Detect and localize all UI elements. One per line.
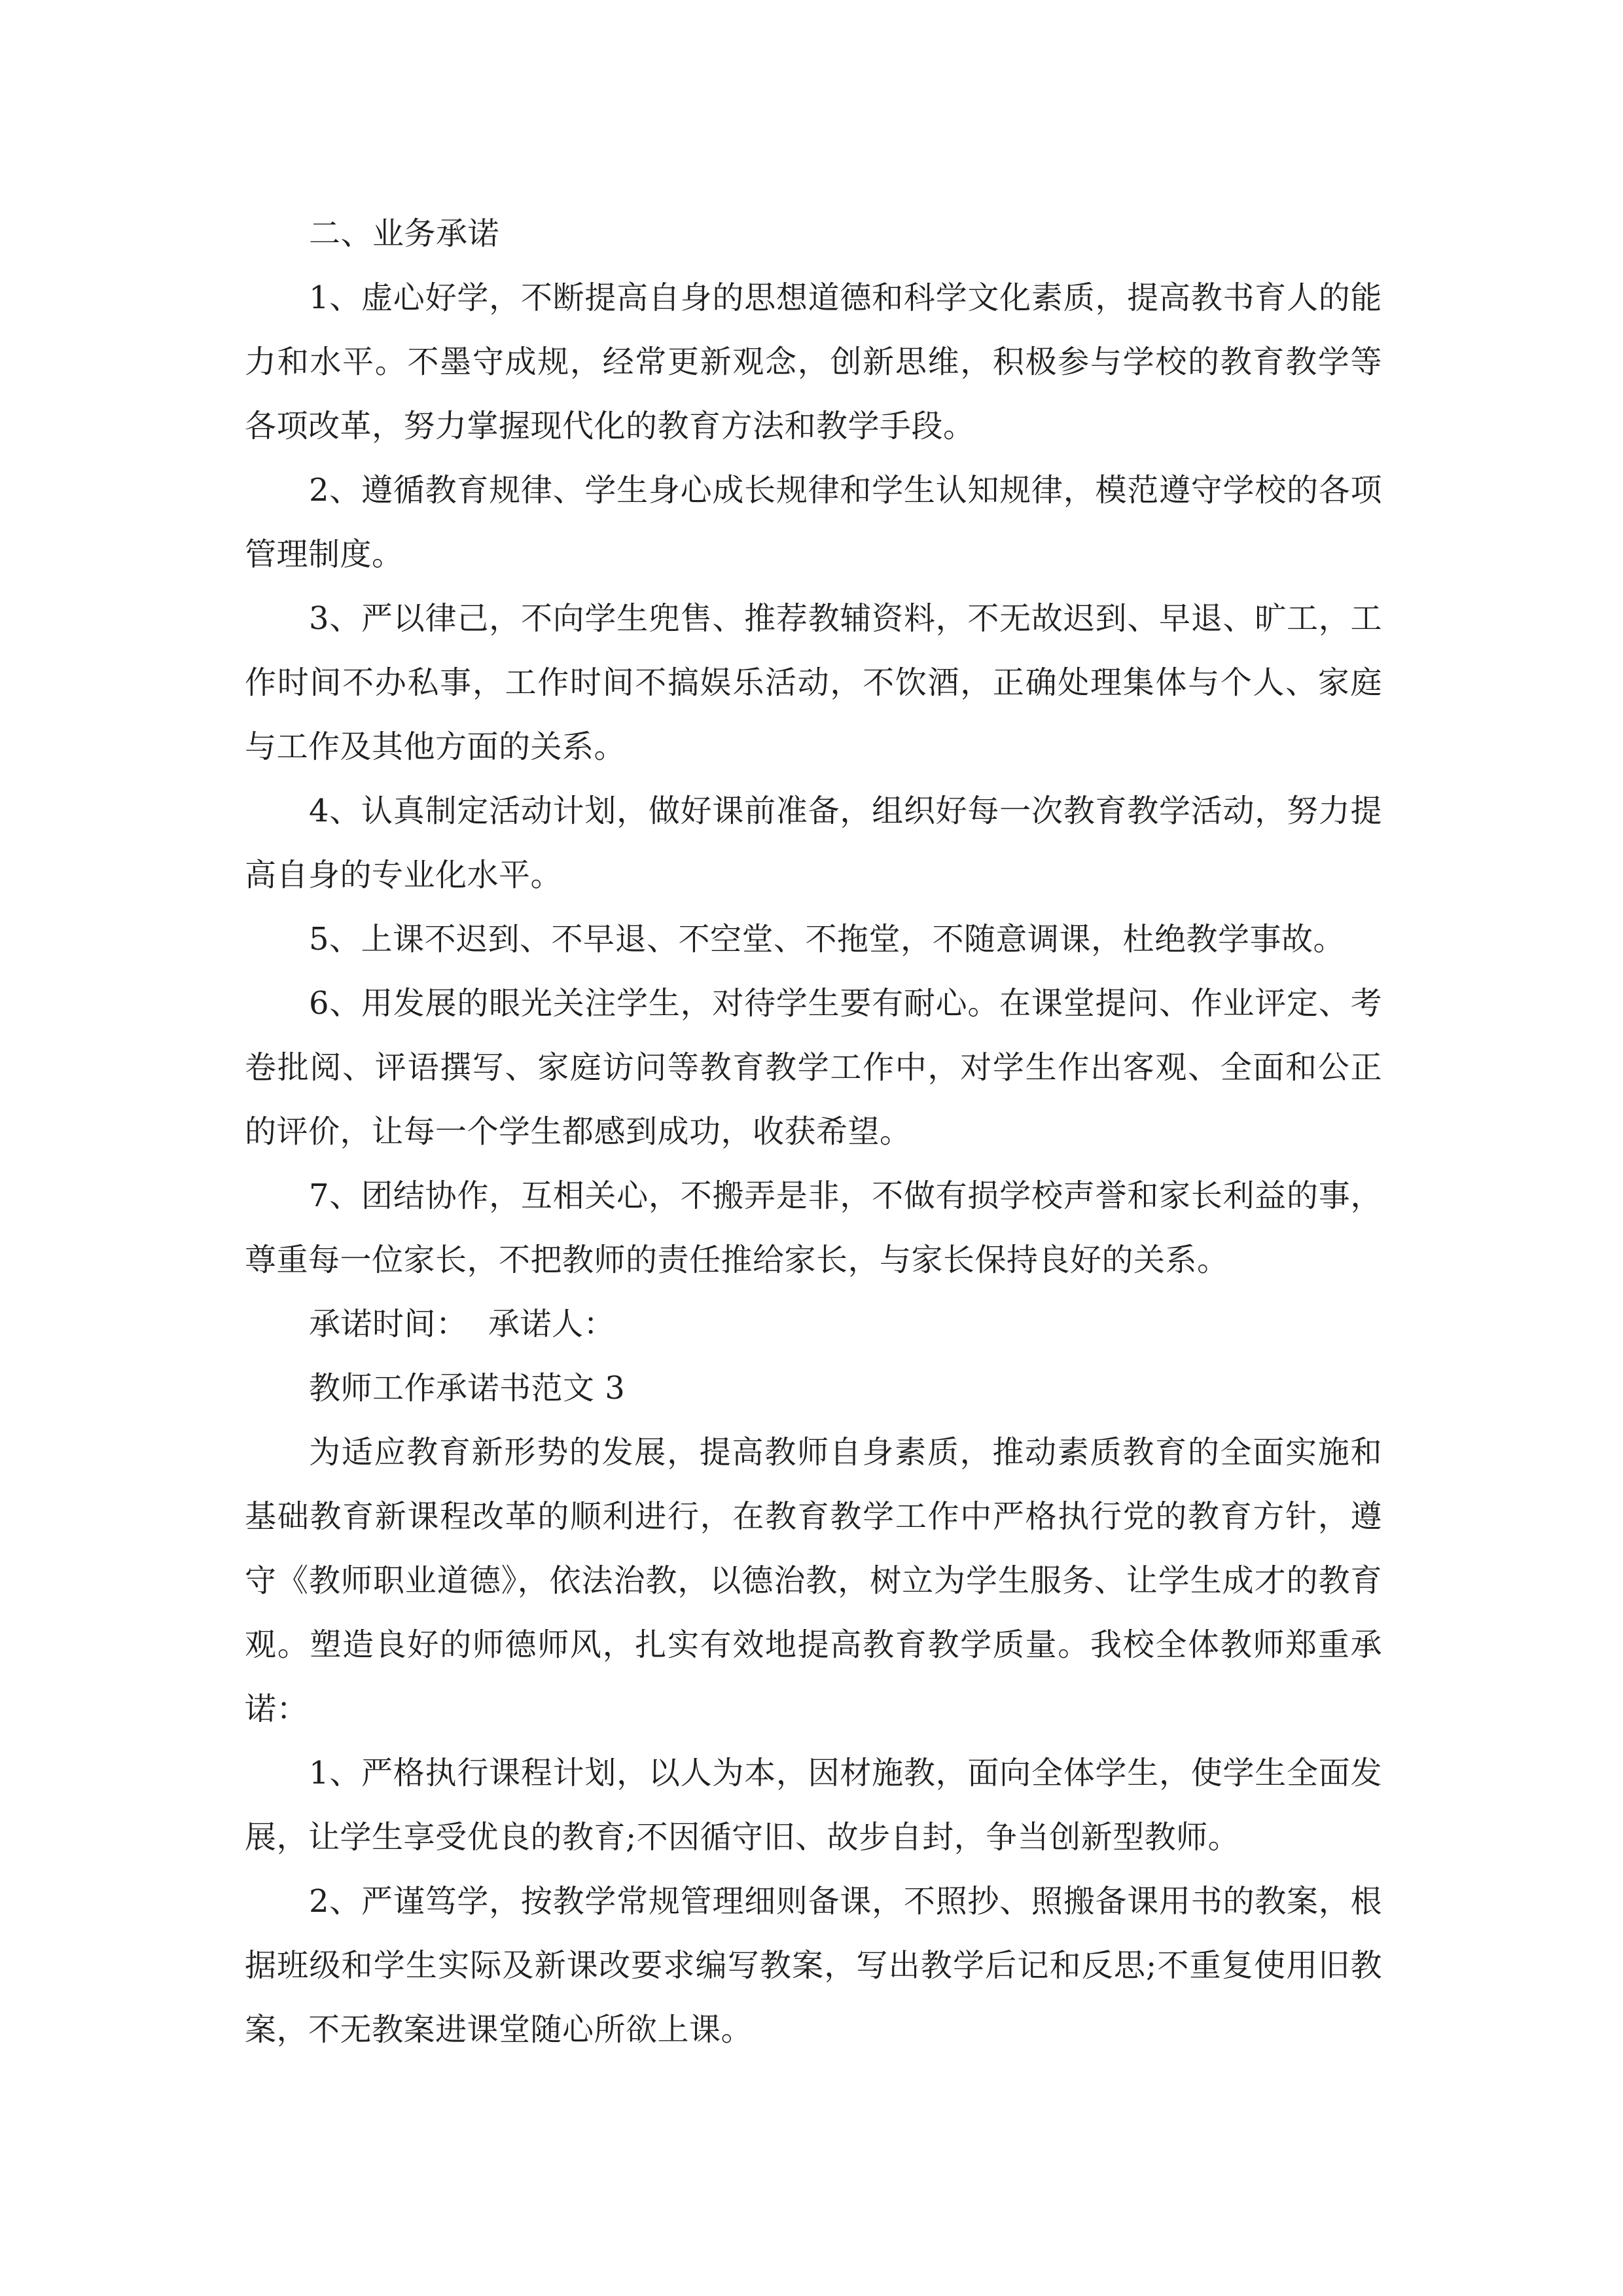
doc3-item-1: 1、严格执行课程计划，以人为本，因材施教，面向全体学生，使学生全面发展，让学生享受优良的教育;不因循守旧、故步自封，争当创新型教师。 <box>245 1755 1382 1856</box>
section-heading: 二、业务承诺 <box>309 215 500 252</box>
business-item-7: 7、团结协作，互相关心，不搬弄是非，不做有损学校声誉和家长利益的事，尊重每一位家长，不把教师的责任推给家长，与家长保持良好的关系。 <box>245 1177 1382 1278</box>
doc3-item-2: 2、严谨笃学，按教学常规管理细则备课，不照抄、照搬备课用书的教案，根据班级和学生实际及新课改要求编写教案，写出教学后记和反思;不重复使用旧教案，不无教案进课堂随心所欲上课。 <box>245 1883 1382 2048</box>
doc3-title: 教师工作承诺书范文 3 <box>309 1370 626 1407</box>
business-item-4: 4、认真制定活动计划，做好课前准备，组织好每一次教育教学活动，努力提高自身的专业化水平。 <box>245 793 1382 893</box>
document-body <box>245 202 1382 2062</box>
business-item-6: 6、用发展的眼光关注学生，对待学生要有耐心。在课堂提问、作业评定、考卷批阅、评语撰写、家庭访问等教育教学工作中，对学生作出客观、全面和公正的评价，让每一个学生都感到成功，收获希望。 <box>245 985 1382 1150</box>
business-item-1: 1、虚心好学，不断提高自身的思想道德和科学文化素质，提高教书育人的能力和水平。不墨守成规，经常更新观念，创新思维，积极参与学校的教育教学等各项改革，努力掌握现代化的教育方法和教学手段。 <box>245 279 1382 444</box>
sign-line: 承诺时间： 承诺人： <box>309 1306 616 1342</box>
business-item-5: 5、上课不迟到、不早退、不空堂、不拖堂，不随意调课，杜绝教学事故。 <box>309 921 1346 958</box>
business-item-3: 3、严以律己，不向学生兜售、推荐教辅资料，不无故迟到、早退、旷工，工作时间不办私事，工作时间不搞娱乐活动，不饮酒，正确处理集体与个人、家庭与工作及其他方面的关系。 <box>245 600 1382 765</box>
business-item-2: 2、遵循教育规律、学生身心成长规律和学生认知规律，模范遵守学校的各项管理制度。 <box>245 472 1382 573</box>
doc3-intro: 为适应教育新形势的发展，提高教师自身素质，推动素质教育的全面实施和基础教育新课程改革的顺利进行，在教育教学工作中严格执行党的教育方针，遵守《教师职业道德》，依法治教，以德治教，树立为学生服务、让学生成才的教育观。塑造良好的师德师风，扎实有效地提高教育教学质量。我校全体教师郑重承诺： <box>245 1434 1382 1727</box>
